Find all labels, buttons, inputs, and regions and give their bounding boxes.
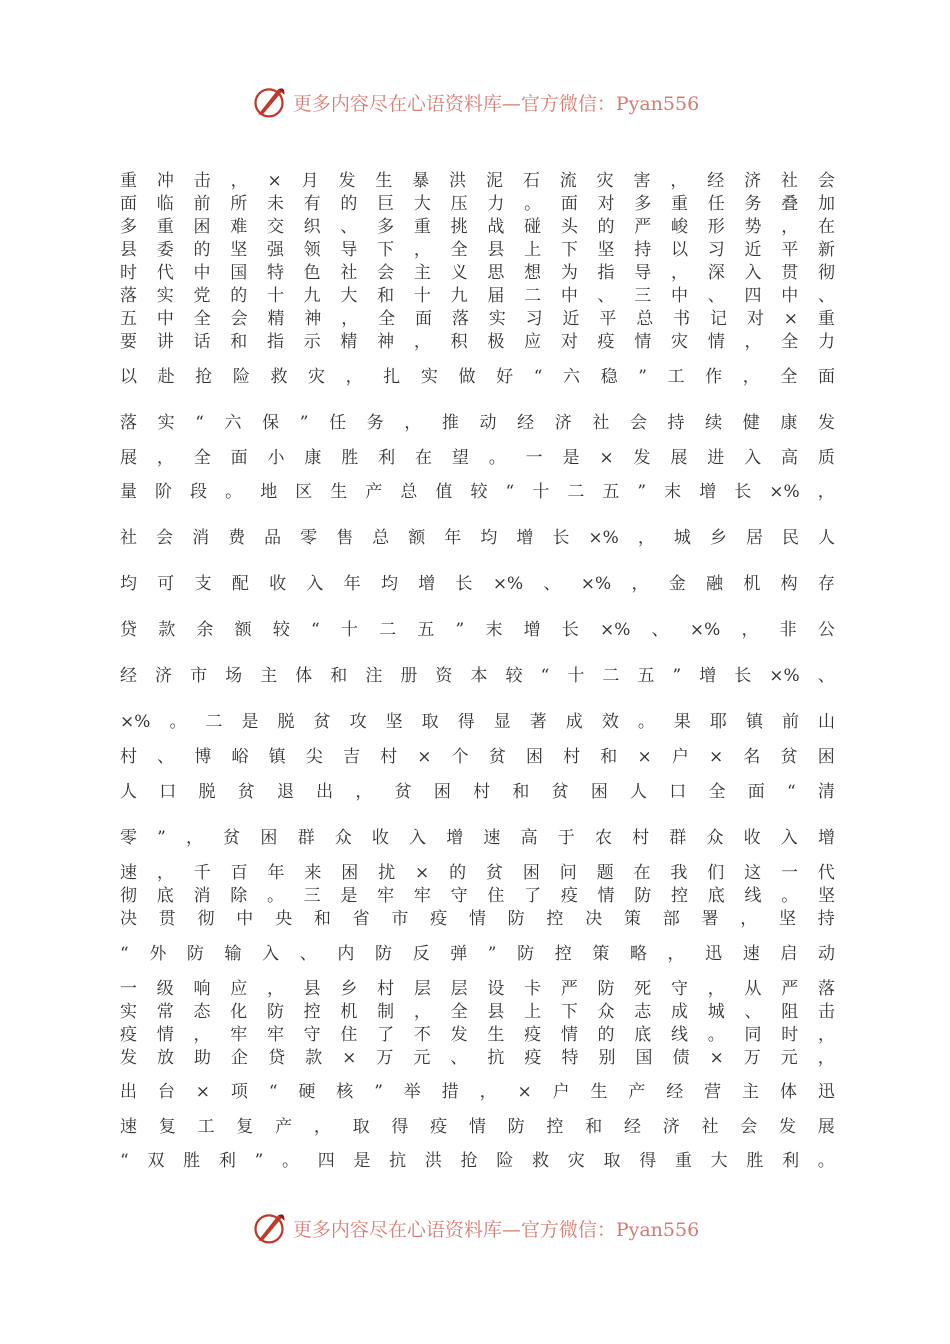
text-line: ×% 。 二 是 脱 贫 攻 坚 取 得 显 著 成 效 。 果 耶 镇 前 山 [120, 712, 835, 732]
text-line: 社 会 消 费 品 零 售 总 额 年 均 增 长 ×% ， 城 乡 居 民 人 [120, 528, 835, 548]
text-line: 决 贯 彻 中 央 和 省 市 疫 情 防 控 决 策 部 署 ， 坚 持 [120, 909, 835, 929]
text-line: 速 ， 千 百 年 来 困 扰 × 的 贫 困 问 题 在 我 们 这 一 代 [120, 863, 835, 883]
text-line: 疫 情 ， 牢 牢 守 住 了 不 发 生 疫 情 的 底 线 。 同 时 ， [120, 1025, 835, 1045]
watermark-banner-bottom [0, 1210, 950, 1246]
text-line: 实 常 态 化 防 控 机 制 ， 全 县 上 下 众 志 成 城 、 阻 击 [120, 1002, 835, 1022]
text-line: 经 济 市 场 主 体 和 注 册 资 本 较 “ 十 二 五 ” 增 长 ×% 、 [120, 666, 835, 686]
text-line: 发 放 助 企 贷 款 × 万 元 、 抗 疫 特 别 国 债 × 万 元 ， [120, 1048, 835, 1068]
text-line: 多 重 困 难 交 织 、 多 重 挑 战 碰 头 的 严 峻 形 势 ， 在 [120, 217, 835, 237]
text-line: 以 赴 抢 险 救 灾 ， 扎 实 做 好 “ 六 稳 ” 工 作 ， 全 面 [120, 367, 835, 387]
quill-logo-icon [251, 1210, 287, 1246]
text-line: 县 委 的 坚 强 领 导 下 ， 全 县 上 下 坚 持 以 习 近 平 新 [120, 240, 835, 260]
text-line: 量 阶 段 。 地 区 生 产 总 值 较 “ 十 二 五 ” 末 增 长 ×% ， [120, 482, 835, 502]
watermark-banner-top [0, 84, 950, 120]
text-line: “ 双 胜 利 ” 。 四 是 抗 洪 抢 险 救 灾 取 得 重 大 胜 利 。 [120, 1151, 835, 1171]
text-line: 贷 款 余 额 较 “ 十 二 五 ” 末 增 长 ×% 、 ×% ， 非 公 [120, 620, 835, 640]
text-line: 时 代 中 国 特 色 社 会 主 义 思 想 为 指 导 ， 深 入 贯 彻 [120, 263, 835, 283]
text-line: 展 ， 全 面 小 康 胜 利 在 望 。 一 是 × 发 展 进 入 高 质 [120, 448, 835, 468]
text-line: 均 可 支 配 收 入 年 均 增 长 ×% 、 ×% ， 金 融 机 构 存 [120, 574, 835, 594]
text-line: 一 级 响 应 ， 县 乡 村 层 层 设 卡 严 防 死 守 ， 从 严 落 [120, 979, 835, 999]
text-line: 要 讲 话 和 指 示 精 神 ， 积 极 应 对 疫 情 灾 情 ， 全 力 [120, 332, 835, 352]
text-line: 重 冲 击 ， × 月 发 生 暴 洪 泥 石 流 灾 害 ， 经 济 社 会 [120, 171, 835, 191]
text-line: 村 、 博 峪 镇 尖 吉 村 × 个 贫 困 村 和 × 户 × 名 贫 困 [120, 747, 835, 767]
text-line: 速 复 工 复 产 ， 取 得 疫 情 防 控 和 经 济 社 会 发 展 [120, 1117, 835, 1137]
text-line: 落 实 “ 六 保 ” 任 务 ， 推 动 经 济 社 会 持 续 健 康 发 [120, 413, 835, 433]
text-line: 人 口 脱 贫 退 出 ， 贫 困 村 和 贫 困 人 口 全 面 “ 清 [120, 782, 835, 802]
text-line: “ 外 防 输 入 、 内 防 反 弹 ” 防 控 策 略 ， 迅 速 启 动 [120, 944, 835, 964]
text-line: 面 临 前 所 未 有 的 巨 大 压 力 。 面 对 多 重 任 务 叠 加 [120, 194, 835, 214]
watermark-text: 更多内容尽在心语资料库—官方微信：Pyan556 [292, 92, 700, 115]
text-line: 落 实 党 的 十 九 大 和 十 九 届 二 中 、 三 中 、 四 中 、 [120, 286, 835, 306]
watermark-text: 更多内容尽在心语资料库—官方微信：Pyan556 [292, 1218, 700, 1241]
quill-logo-icon [251, 84, 287, 120]
text-line: 五 中 全 会 精 神 ， 全 面 落 实 习 近 平 总 书 记 对 × 重 [120, 309, 835, 329]
text-line: 零 ” ， 贫 困 群 众 收 入 增 速 高 于 农 村 群 众 收 入 增 [120, 828, 835, 848]
text-line: 彻 底 消 除 。 三 是 牢 牢 守 住 了 疫 情 防 控 底 线 。 坚 [120, 886, 835, 906]
text-line: 出 台 × 项 “ 硬 核 ” 举 措 ， × 户 生 产 经 营 主 体 迅 [120, 1082, 835, 1102]
